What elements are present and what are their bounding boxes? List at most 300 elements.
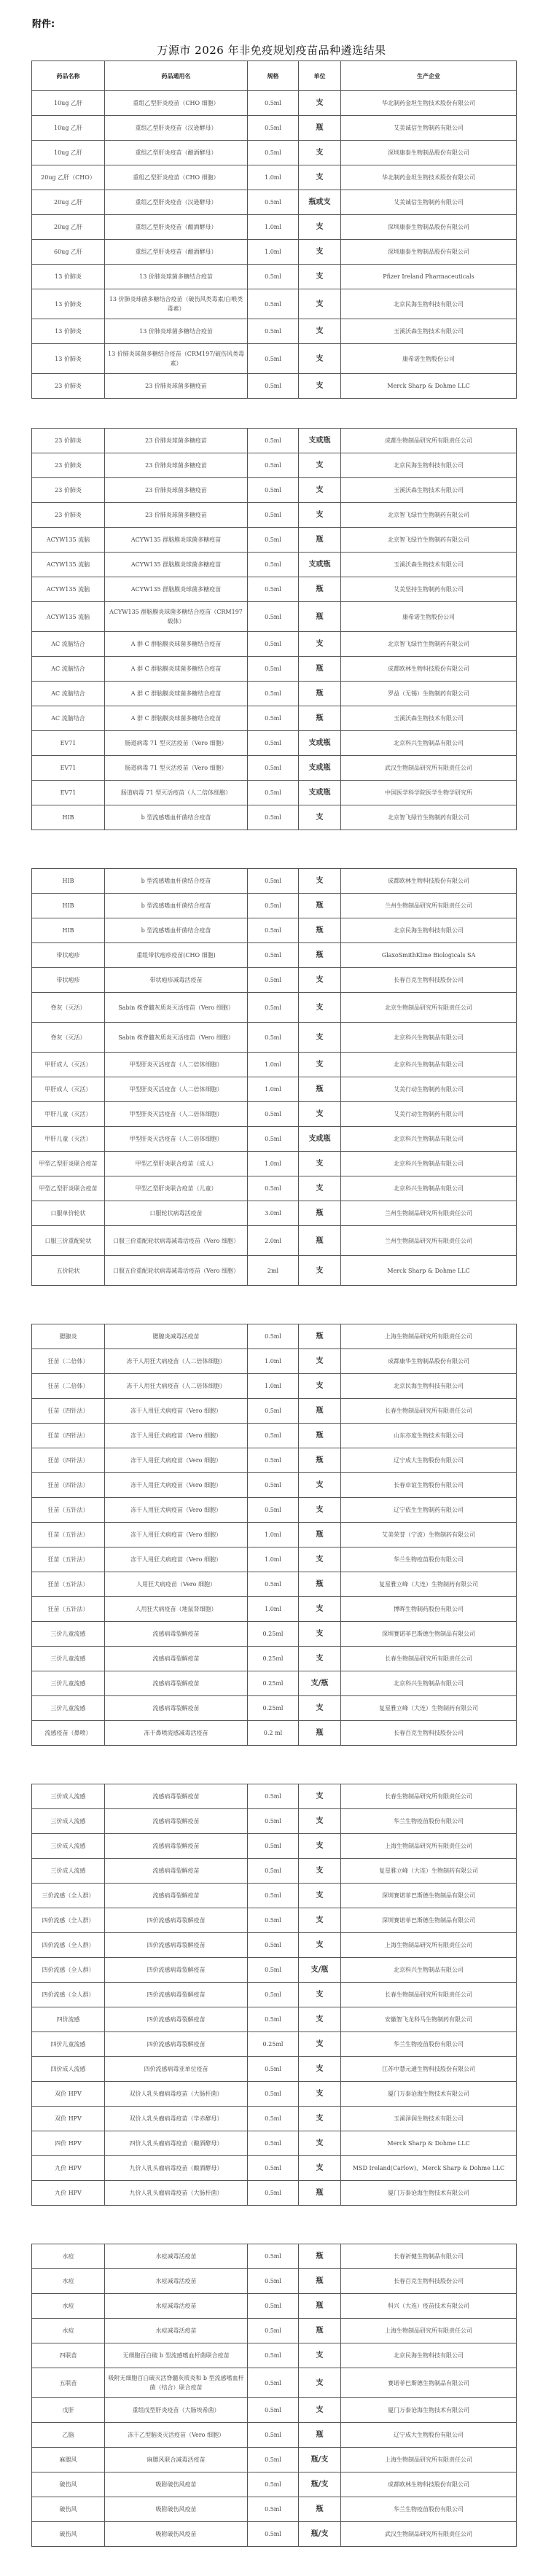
specification-cell: 0.5ml <box>248 731 299 756</box>
drug-name-cell: 甲肝成人（灭活） <box>32 1077 105 1102</box>
drug-name-cell: 水痘 <box>32 2269 105 2294</box>
drug-name-cell: 四价流感 <box>32 2007 105 2032</box>
generic-name-cell: 流感病毒裂解疫苗 <box>105 1834 248 1859</box>
manufacturer-cell: 安徽智飞龙科马生物制药有限公司 <box>341 2007 517 2032</box>
table-row <box>32 1152 517 1176</box>
generic-name-cell: 带状疱疹减毒活疫苗 <box>105 968 248 993</box>
specification-cell: 0.5ml <box>248 190 299 215</box>
unit-cell: 支 <box>299 289 341 319</box>
generic-name-cell: 四价人乳头瘤病毒疫苗（酿酒酵母） <box>105 2131 248 2156</box>
attachment-label: 附件: <box>32 19 55 30</box>
drug-name-cell: 狂苗（四针法） <box>32 1399 105 1424</box>
unit-cell: 支 <box>299 2398 341 2423</box>
specification-cell: 1.0ml <box>248 1523 299 1547</box>
generic-name-cell: ACYW135 群脑膜炎球菌多糖结合疫苗（CRM197 载体） <box>105 602 248 632</box>
specification-cell: 1.0ml <box>248 240 299 265</box>
table-row <box>32 756 517 781</box>
manufacturer-cell: 艾美行动生物制药有限公司 <box>341 1102 517 1127</box>
manufacturer-cell: 长春生物制品研究所有限责任公司 <box>341 1647 517 1671</box>
generic-name-cell: b 型流感嗜血杆菌结合疫苗 <box>105 894 248 918</box>
table-row <box>32 2244 517 2269</box>
drug-name-cell: 流感疫苗（鼻喷） <box>32 1721 105 1746</box>
table-row <box>32 2448 517 2472</box>
manufacturer-cell: 北京民海生物科技有限公司 <box>341 453 517 478</box>
specification-cell: 0.5ml <box>248 2343 299 2368</box>
table-gap <box>0 2206 543 2244</box>
manufacturer-cell: 上海生物制品研究所有限责任公司 <box>341 1324 517 1349</box>
specification-cell: 0.5ml <box>248 968 299 993</box>
table-row <box>32 1809 517 1834</box>
generic-name-cell: 23 价肺炎球菌多糖疫苗 <box>105 503 248 528</box>
manufacturer-cell: 科兴（大连）疫苗技术有限公司 <box>341 2294 517 2319</box>
table-row <box>32 1127 517 1152</box>
unit-cell: 瓶 <box>299 1226 341 1256</box>
drug-name-cell: 破伤风 <box>32 2472 105 2497</box>
unit-cell: 瓶 <box>299 1077 341 1102</box>
manufacturer-cell: 艾美荣誉（宁波）生物制药有限公司 <box>341 1523 517 1547</box>
table-row <box>32 1102 517 1127</box>
specification-cell: 0.5ml <box>248 1498 299 1523</box>
specification-cell: 0.5ml <box>248 2082 299 2107</box>
table-row <box>32 2007 517 2032</box>
specification-cell: 0.5ml <box>248 1399 299 1424</box>
manufacturer-cell: 辽宁成大生物股份有限公司 <box>341 2423 517 2448</box>
unit-cell: 支或瓶 <box>299 756 341 781</box>
specification-cell: 0.5ml <box>248 894 299 918</box>
column-header: 药品名称 <box>32 61 105 91</box>
drug-name-cell: 口服三价重配轮状 <box>32 1226 105 1256</box>
table-row <box>32 1226 517 1256</box>
manufacturer-cell: MSD Ireland(Carlow)、Merck Sharp & Dohme LLC <box>341 2156 517 2181</box>
drug-name-cell: 带状疱疹 <box>32 968 105 993</box>
manufacturer-cell: 江苏中慧元通生物科技股份有限公司 <box>341 2057 517 2082</box>
table-row <box>32 2156 517 2181</box>
drug-name-cell: 四价儿童流感 <box>32 2032 105 2057</box>
specification-cell: 0.5ml <box>248 2398 299 2423</box>
table-row <box>32 2032 517 2057</box>
specification-cell: 0.5ml <box>248 1933 299 1958</box>
table-row <box>32 374 517 399</box>
unit-cell: 瓶 <box>299 602 341 632</box>
unit-cell: 支 <box>299 1622 341 1647</box>
specification-cell: 1.0ml <box>248 1152 299 1176</box>
unit-cell: 支 <box>299 265 341 289</box>
unit-cell: 支 <box>299 453 341 478</box>
drug-name-cell: 腮腺炎 <box>32 1324 105 1349</box>
unit-cell: 支 <box>299 2131 341 2156</box>
manufacturer-cell: 长春祈健生物制品有限公司 <box>341 2244 517 2269</box>
generic-name-cell: 冻干人用狂犬病疫苗（Vero 细胞） <box>105 1448 248 1473</box>
table-row <box>32 2319 517 2343</box>
manufacturer-cell: 北京生物制品研究所有限责任公司 <box>341 993 517 1023</box>
drug-name-cell: 脊灰（灭活） <box>32 1023 105 1053</box>
manufacturer-cell: 中国医学科学院医学生物学研究所 <box>341 781 517 805</box>
generic-name-cell: 双价人乳头瘤病毒疫苗（大肠杆菌） <box>105 2082 248 2107</box>
table-row <box>32 453 517 478</box>
drug-name-cell: 水痘 <box>32 2319 105 2343</box>
manufacturer-cell: 成都欧林生物科技股份有限公司 <box>341 869 517 894</box>
drug-name-cell: ACYW135 流脑 <box>32 553 105 577</box>
table-row <box>32 2082 517 2107</box>
drug-name-cell: 三价成人流感 <box>32 1809 105 1834</box>
manufacturer-cell: 北京科兴生物制品有限公司 <box>341 1152 517 1176</box>
manufacturer-cell: 长春生物制品研究所有限责任公司 <box>341 1983 517 2007</box>
table-row <box>32 1696 517 1721</box>
unit-cell: 瓶 <box>299 657 341 682</box>
manufacturer-cell: 武汉生物制品研究所有限责任公司 <box>341 756 517 781</box>
manufacturer-cell: 玉溪沃森生物技术有限公司 <box>341 319 517 344</box>
generic-name-cell: 九价人乳头瘤病毒疫苗（酿酒酵母） <box>105 2156 248 2181</box>
drug-name-cell: 带状疱疹 <box>32 943 105 968</box>
generic-name-cell: b 型流感嗜血杆菌结合疫苗 <box>105 805 248 830</box>
drug-name-cell: 四价流感（全人群） <box>32 1958 105 1983</box>
drug-name-cell: AC 流脑结合 <box>32 706 105 731</box>
generic-name-cell: 流感病毒裂解疫苗 <box>105 1647 248 1671</box>
unit-cell: 瓶 <box>299 894 341 918</box>
generic-name-cell: 甲型肝炎灭活疫苗（人二倍体细胞） <box>105 1077 248 1102</box>
generic-name-cell: 冻干人用狂犬病疫苗（Vero 细胞） <box>105 1424 248 1448</box>
manufacturer-cell: 华兰生物疫苗股份有限公司 <box>341 1547 517 1572</box>
specification-cell: 0.25ml <box>248 1696 299 1721</box>
table-row <box>32 2131 517 2156</box>
generic-name-cell: 重组戊型肝炎疫苗（大肠埃希菌） <box>105 2398 248 2423</box>
unit-cell: 支 <box>299 1349 341 1374</box>
manufacturer-cell: 复星雅立峰（大连）生物制药有限公司 <box>341 1572 517 1597</box>
generic-name-cell: 重组乙型肝炎疫苗（酿酒酵母） <box>105 215 248 240</box>
manufacturer-cell: 上海生物制品研究所有限责任公司 <box>341 2448 517 2472</box>
specification-cell: 0.5ml <box>248 2294 299 2319</box>
specification-cell: 0.5ml <box>248 116 299 141</box>
table-row <box>32 1671 517 1696</box>
manufacturer-cell: 玉溪沃森生物技术有限公司 <box>341 706 517 731</box>
table-row <box>32 240 517 265</box>
drug-name-cell: 双价 HPV <box>32 2082 105 2107</box>
table-row <box>32 1597 517 1622</box>
table-row <box>32 1424 517 1448</box>
specification-cell: 0.5ml <box>248 918 299 943</box>
unit-cell: 瓶 <box>299 116 341 141</box>
unit-cell: 瓶 <box>299 1572 341 1597</box>
table-row <box>32 968 517 993</box>
specification-cell: 1.0ml <box>248 215 299 240</box>
unit-cell: 支 <box>299 141 341 165</box>
generic-name-cell: 麻腮风联合减毒活疫苗 <box>105 2448 248 2472</box>
generic-name-cell: ACYW135 群脑膜炎球菌多糖疫苗 <box>105 528 248 553</box>
generic-name-cell: A 群 C 群脑膜炎球菌多糖结合疫苗 <box>105 706 248 731</box>
manufacturer-cell: Pfizer Ireland Pharmaceuticals <box>341 265 517 289</box>
specification-cell: 0.5ml <box>248 943 299 968</box>
drug-name-cell: 20ug 乙肝 <box>32 215 105 240</box>
manufacturer-cell: 北京智飞绿竹生物制药有限公司 <box>341 503 517 528</box>
specification-cell: 0.5ml <box>248 1127 299 1152</box>
manufacturer-cell: 北京民海生物科技有限公司 <box>341 2343 517 2368</box>
generic-name-cell: 水痘减毒活疫苗 <box>105 2294 248 2319</box>
drug-name-cell: 13 价肺炎 <box>32 265 105 289</box>
manufacturer-cell: 上海生物制品研究所有限责任公司 <box>341 1834 517 1859</box>
manufacturer-cell: 艾美诚信生物制药有限公司 <box>341 116 517 141</box>
manufacturer-cell: Merck Sharp & Dohme LLC <box>341 374 517 399</box>
generic-name-cell: 口服轮状病毒活疫苗 <box>105 1201 248 1226</box>
specification-cell: 0.5ml <box>248 528 299 553</box>
drug-name-cell: 20ug 乙肝（CHO） <box>32 165 105 190</box>
table-row <box>32 1023 517 1053</box>
manufacturer-cell: 华兰生物疫苗股份有限公司 <box>341 2032 517 2057</box>
table-row <box>32 1958 517 1983</box>
drug-name-cell: 四价流感（全人群） <box>32 1983 105 2007</box>
unit-cell: 瓶 <box>299 2181 341 2206</box>
table-row <box>32 265 517 289</box>
specification-cell: 0.5ml <box>248 1784 299 1809</box>
unit-cell: 瓶 <box>299 943 341 968</box>
generic-name-cell: A 群 C 群脑膜炎球菌多糖结合疫苗 <box>105 657 248 682</box>
table-row <box>32 1256 517 1286</box>
drug-name-cell: EV71 <box>32 756 105 781</box>
table-row <box>32 2497 517 2522</box>
drug-name-cell: 60ug 乙肝 <box>32 240 105 265</box>
unit-cell: 支 <box>299 2156 341 2181</box>
manufacturer-cell: 成都欧林生物科技股份有限公司 <box>341 657 517 682</box>
unit-cell: 瓶/支 <box>299 2472 341 2497</box>
table-row <box>32 632 517 657</box>
unit-cell: 支 <box>299 215 341 240</box>
generic-name-cell: 腮腺炎减毒活疫苗 <box>105 1324 248 1349</box>
unit-cell: 支 <box>299 993 341 1023</box>
manufacturer-cell: 康希诺生物股份公司 <box>341 344 517 374</box>
specification-cell: 0.5ml <box>248 503 299 528</box>
unit-cell: 瓶 <box>299 706 341 731</box>
specification-cell: 0.5ml <box>248 1448 299 1473</box>
specification-cell: 0.5ml <box>248 91 299 116</box>
unit-cell: 瓶 <box>299 1424 341 1448</box>
drug-name-cell: 10ug 乙肝 <box>32 116 105 141</box>
table-row <box>32 528 517 553</box>
table-row <box>32 2107 517 2131</box>
manufacturer-cell: 长春百克生物科技股份公司 <box>341 2269 517 2294</box>
generic-name-cell: Sabin 株脊髓灰质炎灭活疫苗（Vero 细胞） <box>105 993 248 1023</box>
unit-cell: 支 <box>299 1256 341 1286</box>
drug-name-cell: AC 流脑结合 <box>32 632 105 657</box>
specification-cell: 0.25ml <box>248 1671 299 1696</box>
manufacturer-cell: 复星雅立峰（大连）生物制药有限公司 <box>341 1859 517 1884</box>
specification-cell: 0.25ml <box>248 1647 299 1671</box>
drug-name-cell: 三价成人流感 <box>32 1784 105 1809</box>
drug-name-cell: 狂苗（五针法） <box>32 1523 105 1547</box>
drug-name-cell: 三价成人流感 <box>32 1834 105 1859</box>
specification-cell: 0.5ml <box>248 319 299 344</box>
manufacturer-cell: 长春卓谊生物股份有限公司 <box>341 1473 517 1498</box>
generic-name-cell: 四价流感病毒裂解疫苗 <box>105 1908 248 1933</box>
generic-name-cell: 四价流感病毒裂解疫苗 <box>105 1933 248 1958</box>
specification-cell: 3.0ml <box>248 1201 299 1226</box>
specification-cell: 0.5ml <box>248 374 299 399</box>
table-row <box>32 602 517 632</box>
generic-name-cell: 流感病毒裂解疫苗 <box>105 1859 248 1884</box>
drug-name-cell: HIB <box>32 805 105 830</box>
drug-name-cell: 狂苗（四针法） <box>32 1424 105 1448</box>
unit-cell: 支 <box>299 805 341 830</box>
drug-name-cell: 甲肝儿童（灭活） <box>32 1127 105 1152</box>
unit-cell: 支 <box>299 2368 341 2398</box>
unit-cell: 支 <box>299 1647 341 1671</box>
table-row <box>32 2269 517 2294</box>
generic-name-cell: 四价流感病毒裂解疫苗 <box>105 1958 248 1983</box>
generic-name-cell: 四价流感病毒亚单位疫苗 <box>105 2057 248 2082</box>
unit-cell: 支 <box>299 1884 341 1908</box>
table-row <box>32 706 517 731</box>
column-header: 生产企业 <box>341 61 517 91</box>
table-row <box>32 2398 517 2423</box>
unit-cell: 支/瓶 <box>299 1671 341 1696</box>
drug-name-cell: 23 价肺炎 <box>32 478 105 503</box>
manufacturer-cell: 北京科兴生物制品有限公司 <box>341 1023 517 1053</box>
generic-name-cell: 甲型乙型肝炎联合疫苗（儿童） <box>105 1176 248 1201</box>
generic-name-cell: 肠道病毒 71 型灭活疫苗（Vero 细胞） <box>105 731 248 756</box>
specification-cell: 0.5ml <box>248 2007 299 2032</box>
manufacturer-cell: 北京科兴生物制品有限公司 <box>341 731 517 756</box>
specification-cell: 0.5ml <box>248 657 299 682</box>
specification-cell: 0.5ml <box>248 1834 299 1859</box>
generic-name-cell: 肠道病毒 71 型灭活疫苗（人二倍体细胞） <box>105 781 248 805</box>
generic-name-cell: 13 价肺炎球菌多糖结合疫苗 <box>105 265 248 289</box>
table-row <box>32 1473 517 1498</box>
generic-name-cell: 口服三价重配轮状病毒减毒活疫苗（Vero 细胞） <box>105 1226 248 1256</box>
manufacturer-cell: 北京科兴生物制品有限公司 <box>341 1671 517 1696</box>
specification-cell: 1.0ml <box>248 1053 299 1077</box>
generic-name-cell: 23 价肺炎球菌多糖疫苗 <box>105 374 248 399</box>
generic-name-cell: 冻干人用狂犬病疫苗（Vero 细胞） <box>105 1547 248 1572</box>
manufacturer-cell: 深圳赛诺菲巴斯德生物制品有限公司 <box>341 1908 517 1933</box>
unit-cell: 支或瓶 <box>299 429 341 453</box>
drug-name-cell: 四价 HPV <box>32 2131 105 2156</box>
document-title: 万源市 2026 年非免疫规划疫苗品种遴选结果 <box>157 44 386 57</box>
manufacturer-cell: 长春百克生物科技股份公司 <box>341 1721 517 1746</box>
table-row <box>32 1523 517 1547</box>
manufacturer-cell: 厦门万泰沧海生物技术有限公司 <box>341 2181 517 2206</box>
specification-cell: 0.5ml <box>248 1809 299 1834</box>
drug-name-cell: AC 流脑结合 <box>32 682 105 706</box>
manufacturer-cell: 罗益（无锡）生物制药有限公司 <box>341 682 517 706</box>
drug-name-cell: 狂苗（五针法） <box>32 1597 105 1622</box>
table-row <box>32 781 517 805</box>
unit-cell: 瓶 <box>299 1399 341 1424</box>
generic-name-cell: 人用狂犬病疫苗（地鼠肾细胞） <box>105 1597 248 1622</box>
table-row <box>32 894 517 918</box>
generic-name-cell: 13 价肺炎球菌多糖结合疫苗（CRM197/破伤风类毒素） <box>105 344 248 374</box>
table-row <box>32 1374 517 1399</box>
table-gap <box>0 399 543 428</box>
specification-cell: 0.5ml <box>248 2319 299 2343</box>
unit-cell: 瓶 <box>299 528 341 553</box>
manufacturer-cell: 康希诺生物股份公司 <box>341 602 517 632</box>
drug-name-cell: 三价儿童流感 <box>32 1696 105 1721</box>
manufacturer-cell: 厦门万泰沧海生物技术有限公司 <box>341 2398 517 2423</box>
drug-name-cell: 13 价肺炎 <box>32 289 105 319</box>
unit-cell: 支 <box>299 165 341 190</box>
specification-cell: 0.5ml <box>248 289 299 319</box>
manufacturer-cell: 北京科兴生物制品有限公司 <box>341 1176 517 1201</box>
specification-cell: 0.5ml <box>248 1884 299 1908</box>
generic-name-cell: 甲型乙型肝炎联合疫苗（成人） <box>105 1152 248 1176</box>
manufacturer-cell: 山东亦度生物技术有限公司 <box>341 1424 517 1448</box>
generic-name-cell: 重组带状疱疹疫苗(CHO 细胞) <box>105 943 248 968</box>
generic-name-cell: 水痘减毒活疫苗 <box>105 2319 248 2343</box>
generic-name-cell: 吸附破伤风疫苗 <box>105 2472 248 2497</box>
manufacturer-cell: 上海生物制品研究所有限责任公司 <box>341 1933 517 1958</box>
specification-cell: 0.5ml <box>248 2522 299 2547</box>
unit-cell: 支 <box>299 344 341 374</box>
drug-name-cell: AC 流脑结合 <box>32 657 105 682</box>
vaccine-tables <box>0 61 543 2547</box>
generic-name-cell: 四价流感病毒裂解疫苗 <box>105 1983 248 2007</box>
manufacturer-cell: 北京智飞绿竹生物制药有限公司 <box>341 632 517 657</box>
manufacturer-cell: 成都康华生物制品股份有限公司 <box>341 1349 517 1374</box>
unit-cell: 支 <box>299 1834 341 1859</box>
specification-cell: 0.5ml <box>248 706 299 731</box>
specification-cell: 1.0ml <box>248 1597 299 1622</box>
table-row <box>32 1884 517 1908</box>
generic-name-cell: 重组乙型肝炎疫苗（酿酒酵母） <box>105 141 248 165</box>
drug-name-cell: 五联苗 <box>32 2368 105 2398</box>
table-row <box>32 1572 517 1597</box>
drug-name-cell: 狂苗（五针法） <box>32 1498 105 1523</box>
specification-cell: 1.0ml <box>248 1374 299 1399</box>
generic-name-cell: 23 价肺炎球菌多糖疫苗 <box>105 429 248 453</box>
table-row <box>32 1784 517 1809</box>
unit-cell: 支 <box>299 1933 341 1958</box>
table-row <box>32 2057 517 2082</box>
unit-cell: 瓶/支 <box>299 2522 341 2547</box>
table-row <box>32 943 517 968</box>
specification-cell: 0.5ml <box>248 2269 299 2294</box>
drug-name-cell: 甲型乙型肝炎联合疫苗 <box>32 1152 105 1176</box>
generic-name-cell: A 群 C 群脑膜炎球菌多糖结合疫苗 <box>105 682 248 706</box>
unit-cell: 支或瓶 <box>299 781 341 805</box>
manufacturer-cell: 深圳赛诺菲巴斯德生物制品有限公司 <box>341 1622 517 1647</box>
column-header: 单位 <box>299 61 341 91</box>
table-row <box>32 429 517 453</box>
specification-cell: 0.5ml <box>248 1023 299 1053</box>
generic-name-cell: 四价流感病毒裂解疫苗 <box>105 2032 248 2057</box>
generic-name-cell: 无细胞百白破 b 型流感嗜血杆菌联合疫苗 <box>105 2343 248 2368</box>
drug-name-cell: 三价成人流感 <box>32 1859 105 1884</box>
manufacturer-cell: 艾美诚信生物制药有限公司 <box>341 190 517 215</box>
unit-cell: 支 <box>299 1102 341 1127</box>
unit-cell: 支 <box>299 2107 341 2131</box>
unit-cell: 支 <box>299 319 341 344</box>
unit-cell: 支 <box>299 1053 341 1077</box>
manufacturer-cell: 深圳康泰生物制品股份有限公司 <box>341 141 517 165</box>
table-row <box>32 1053 517 1077</box>
table-row <box>32 1176 517 1201</box>
table-row <box>32 993 517 1023</box>
table-header-row <box>32 61 517 91</box>
generic-name-cell: 重组乙型肝炎疫苗（汉逊酵母） <box>105 190 248 215</box>
manufacturer-cell: 上海生物制品研究所有限责任公司 <box>341 2319 517 2343</box>
table-row <box>32 1547 517 1572</box>
unit-cell: 瓶 <box>299 682 341 706</box>
unit-cell: 瓶 <box>299 2423 341 2448</box>
specification-cell: 0.5ml <box>248 2244 299 2269</box>
manufacturer-cell: 北京科兴生物制品有限公司 <box>341 1053 517 1077</box>
unit-cell: 瓶 <box>299 577 341 602</box>
drug-name-cell: 脊灰（灭活） <box>32 993 105 1023</box>
drug-name-cell: 四价成人流感 <box>32 2057 105 2082</box>
unit-cell: 支或瓶 <box>299 1127 341 1152</box>
table-row <box>32 553 517 577</box>
unit-cell: 支 <box>299 1859 341 1884</box>
specification-cell: 0.2 ml <box>248 1721 299 1746</box>
specification-cell: 0.5ml <box>248 2368 299 2398</box>
